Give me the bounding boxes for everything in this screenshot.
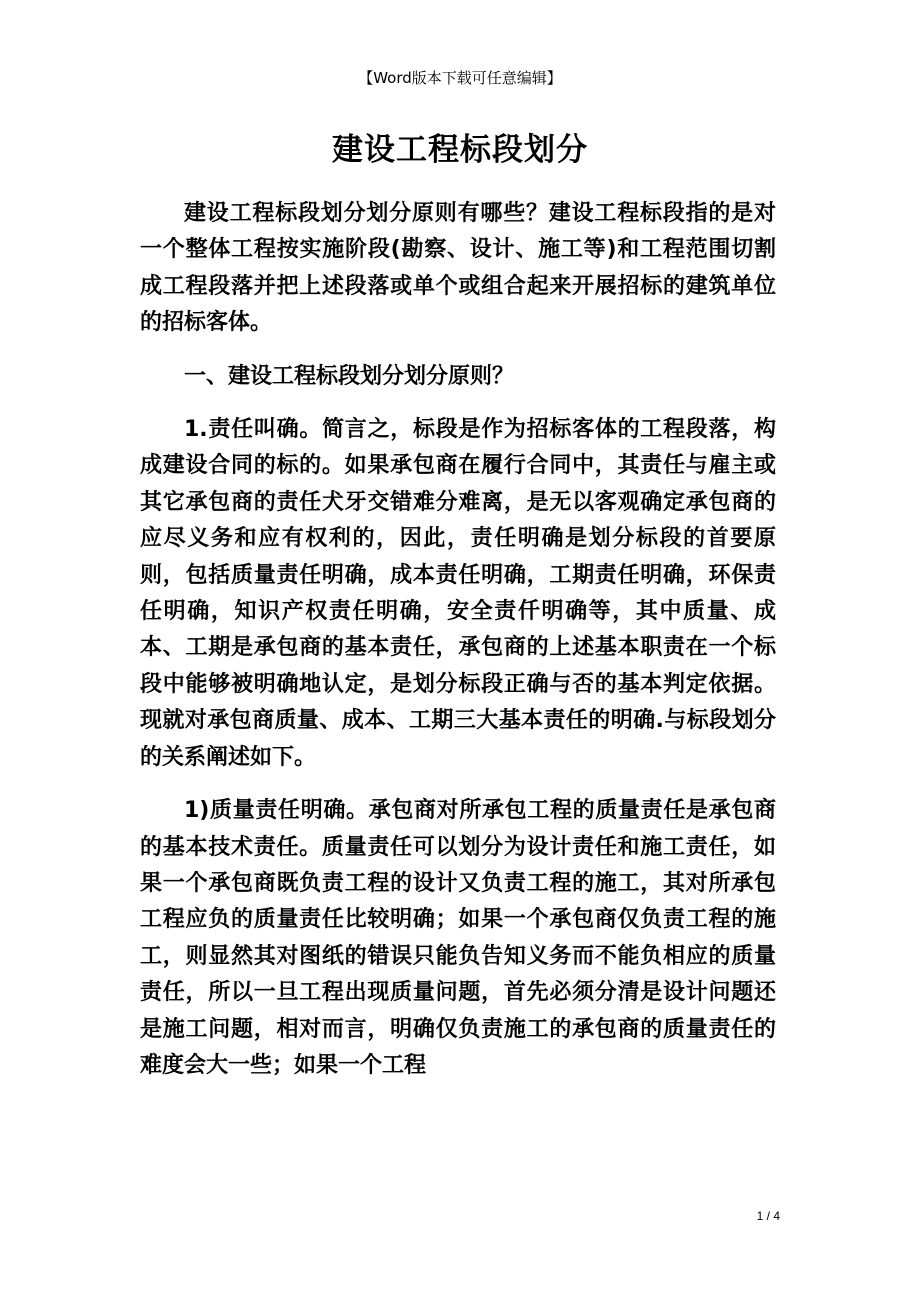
header-note: 【Word版本下载可任意编辑】 (358, 69, 562, 87)
paragraph: 建设工程标段划分划分原则有哪些？建设工程标段指的是对一个整体工程按实施阶段(勘察、设计、施工等)和工程范围切割成工程段落并把上述段落或单个或组合起来开展招标的建筑单位的招标客体。 (140, 201, 776, 336)
section-heading: 一、建设工程标段划分划分原则？ (184, 363, 515, 389)
page-number: 1 / 4 (756, 1209, 780, 1223)
document-body (140, 196, 776, 1101)
paragraph: 1.责任叫确。简言之，标段是作为招标客体的工程段落，构成建设合同的标的。如果承包商在履行合同中，其责任与雇主或其它承包商的责任犬牙交错难分难离，是无以客观确定承包商的应尽义务和应有权利的，因此，责任明确是划分标段的首要原则，包括质量责任明确，成本责任明确，工期责任明确，环保责任明确，知识产权责任明确，安全责仟明确等，其中质量、成本、工期是承包商的基本责任，承包商的上述基本职责在一个标段中能够被明确地认定，是划分标段正确与否的基本判定依据。现就对承包商质量、成本、工期三大基本责任的明确.与标段划分的关系阐述如下。 (140, 417, 776, 770)
document-title: 建设工程标段划分 (332, 132, 588, 168)
paragraph: 1)质量责任明确。承包商对所承包工程的质量责任是承包商的基本技术责任。质量责任可以划分为设计责任和施工责任，如果一个承包商既负责工程的设计又负责工程的施工，其对所承包工程应负的质量责任比较明确；如果一个承包商仅负责工程的施工，则显然其对图纸的错误只能负告知义务而不能负相应的质量责任，所以一旦工程出现质量问题，首先必须分清是设计问题还是施工问题，相对而言，明确仅负责施工的承包商的质量责任的难度会大一些；如果一个工程 (140, 798, 776, 1078)
